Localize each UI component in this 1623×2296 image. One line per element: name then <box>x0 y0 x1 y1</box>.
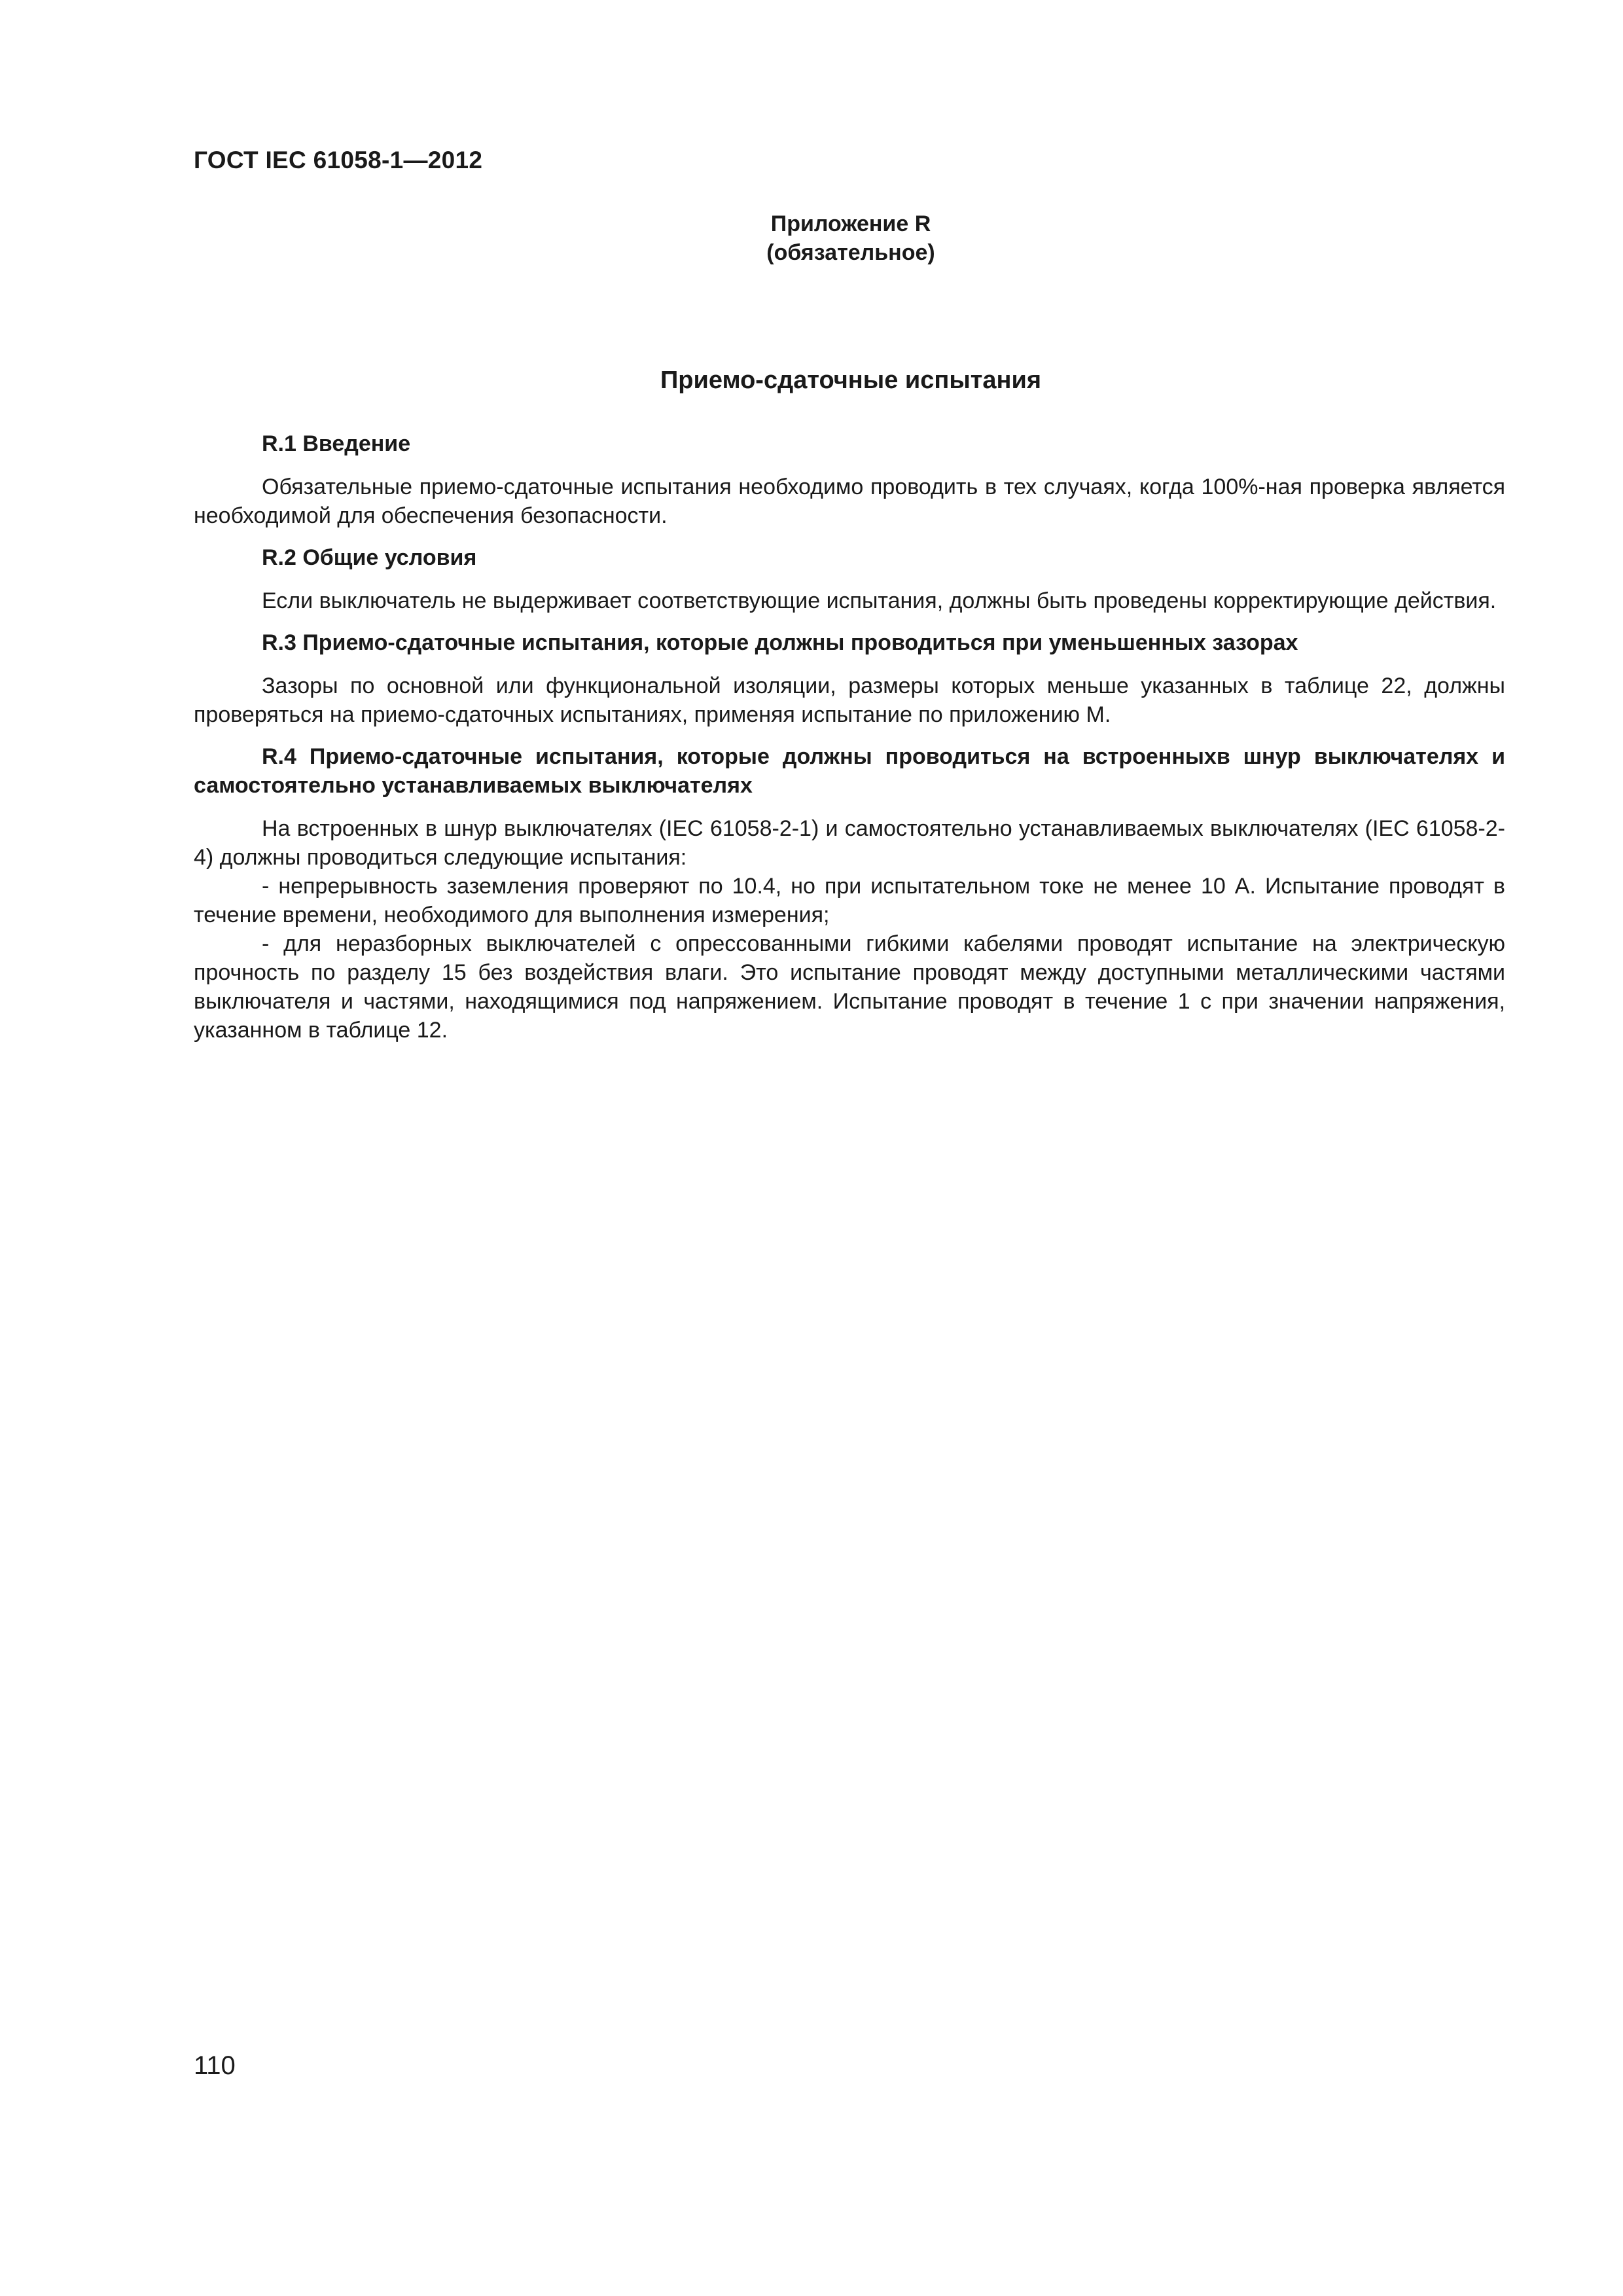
standard-designation: ГОСТ IEC 61058-1—2012 <box>194 147 483 173</box>
section-heading-r3: R.3 Приемо-сдаточные испытания, которые должны проводиться при уменьшенных зазорах <box>262 630 1298 655</box>
appendix-status: (обязательное) <box>766 240 935 265</box>
appendix-label-block <box>0 209 1623 267</box>
section-paragraph-r1: Обязательные приемо-сдаточные испытания необходимо проводить в тех случаях, когда 100%-ная проверка является необходимой для обеспечения безопасности. <box>194 475 1505 528</box>
section-paragraph-r2: Если выключатель не выдерживает соответствующие испытания, должны быть проведены корректирующие действия. <box>262 588 1497 613</box>
section-heading-r4: R.4 Приемо-сдаточные испытания, которые должны проводиться на встроенныхв шнур выключателях и самостоятельно устанавливаемых выключателях <box>194 744 1505 798</box>
appendix-label: Приложение R <box>770 211 931 236</box>
list-item-electric-strength: - для неразборных выключателей с опрессованными гибкими кабелями проводят испытание на электрическую прочность по разделу 15 без воздействия влаги. Это испытание проводят между доступными металлическими частями выключателя и частями, находящимися под напряжением. Испытание проводят в течение 1 с при значении напряжения, указанном в таблице 12. <box>194 931 1505 1043</box>
section-paragraph-r3: Зазоры по основной или функциональной изоляции, размеры которых меньше указанных в таблице 22, должны проверяться на приемо-сдаточных испытаниях, применяя испытание по приложению М. <box>194 673 1505 727</box>
section-heading-r2: R.2 Общие условия <box>262 545 477 570</box>
page-number: 110 <box>194 2051 236 2080</box>
section-heading-r1: R.1 Введение <box>262 431 411 456</box>
document-body <box>194 429 1505 1045</box>
section-paragraph-r4: На встроенных в шнур выключателях (IEC 61058-2-1) и самостоятельно устанавливаемых выключателях (IEC 61058-2-4) должны проводиться следующие испытания: <box>194 816 1505 870</box>
page-title: Приемо-сдаточные испытания <box>660 367 1042 394</box>
list-item-earthing: - непрерывность заземления проверяют по 10.4, но при испытательном токе не менее 10 А. Испытание проводят в течение времени, необходимого для выполнения измерения; <box>194 874 1505 927</box>
